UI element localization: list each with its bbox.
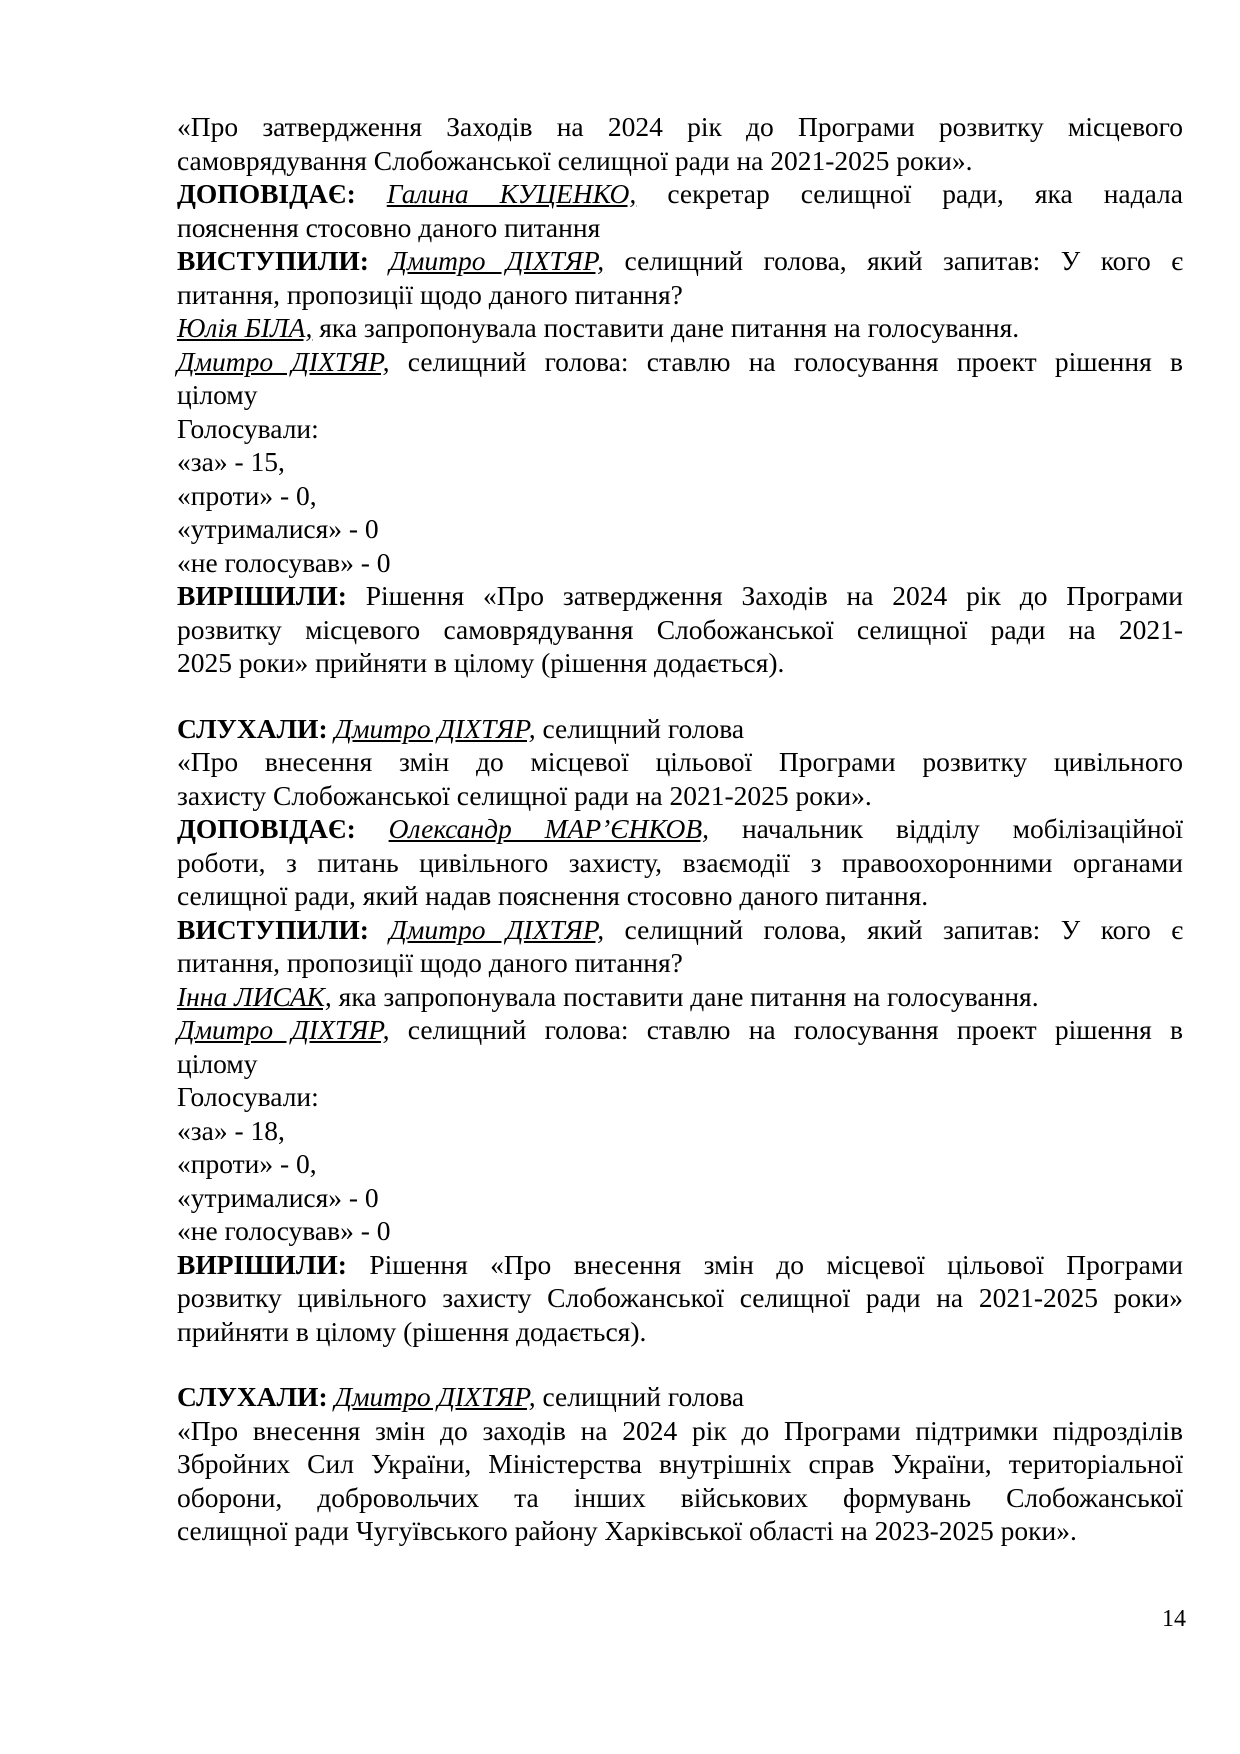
heard-line — [177, 1380, 1183, 1414]
decision-text-cont: 2025 роки» прийняти в цілому (рішення додається). — [177, 647, 785, 678]
paragraph-gap — [177, 680, 1183, 712]
reporter-line — [177, 177, 1183, 211]
decision-label: ВИРІШИЛИ: — [177, 1248, 347, 1280]
speaker-name: Дмитро ДІХТЯР, — [389, 245, 605, 276]
speaker-text-cont: питання, пропозиції щодо даного питання? — [177, 278, 683, 310]
document-page — [177, 110, 1183, 1548]
decision-text: Рішення «Про внесення змін до місцевої цільової Програми — [369, 1248, 1183, 1280]
speaker-text: селищний голова, який запитав: У кого є — [624, 245, 1183, 276]
vote-not-voted: «не голосував» - 0 — [177, 546, 391, 578]
vote-abstained: «утрималися» - 0 — [177, 1181, 379, 1213]
chair-line — [177, 1013, 1183, 1047]
item-title-line: захисту Слобожанської селищної ради на 2021-2025 роки». — [177, 779, 872, 811]
reporter-label: ДОПОВІДАЄ: — [177, 813, 356, 844]
vote-for: «за» - 15, — [177, 446, 285, 477]
voting-heading: Голосували: — [177, 1081, 319, 1112]
reporter-text-cont: селищної ради, який надав пояснення стосовно даного питання. — [177, 880, 929, 911]
reporter-line — [177, 812, 1183, 846]
proposer-text: яка запропонувала поставити дане питання на голосування. — [338, 980, 1039, 1012]
vote-for: «за» - 18, — [177, 1114, 285, 1146]
heard-name: Дмитро ДІХТЯР, — [334, 712, 536, 744]
heard-label: СЛУХАЛИ: — [177, 1381, 328, 1412]
voting-heading: Голосували: — [177, 412, 319, 444]
reporter-text: секретар селищної ради, яка надала — [667, 178, 1183, 209]
heard-text: селищний голова — [542, 712, 745, 744]
reporter-name: Галина КУЦЕНКО, — [386, 178, 637, 209]
item-title-line: Збройних Сил України, Міністерства внутрішніх справ України, територіальної — [177, 1448, 1183, 1479]
proposer-text: яка запропонувала поставити дане питання на голосування. — [319, 312, 1020, 343]
decision-line — [177, 1248, 1183, 1282]
chair-text-cont: цілому — [177, 379, 258, 410]
chair-line — [177, 345, 1183, 379]
chair-text-cont: цілому — [177, 1047, 258, 1079]
agenda-item-2 — [177, 712, 1183, 1349]
speakers-line — [177, 244, 1183, 278]
item-title-line: «Про затвердження Заходів на 2024 рік до Програми розвитку місцевого — [177, 111, 1183, 142]
reporter-text-cont: пояснення стосовно даного питання — [177, 211, 601, 243]
page-number: 14 — [1162, 1606, 1186, 1632]
speakers-line — [177, 913, 1183, 947]
agenda-item-3 — [177, 1380, 1183, 1548]
speaker-name: Дмитро ДІХТЯР, — [389, 913, 605, 945]
decision-text-cont: розвитку місцевого самоврядування Слобожанської селищної ради на 2021- — [177, 613, 1183, 645]
chair-text: селищний голова: ставлю на голосування проект рішення в — [407, 345, 1183, 377]
speakers-label: ВИСТУПИЛИ: — [177, 245, 369, 276]
decision-label: ВИРІШИЛИ: — [177, 580, 347, 611]
speakers-label: ВИСТУПИЛИ: — [177, 913, 369, 945]
chair-text: селищний голова: ставлю на голосування проект рішення в — [407, 1014, 1183, 1045]
agenda-item-1 — [177, 110, 1183, 680]
decision-line — [177, 579, 1183, 613]
proposer-name: Інна ЛИСАК, — [177, 980, 332, 1012]
heard-text: селищний голова — [542, 1381, 745, 1412]
item-title-line: «Про внесення змін до заходів на 2024 рік до Програми підтримки підрозділів — [177, 1414, 1183, 1446]
item-title-line: самоврядування Слобожанської селищної ради на 2021-2025 роки». — [177, 144, 973, 176]
heard-line — [177, 712, 1183, 746]
chair-name: Дмитро ДІХТЯР, — [177, 345, 390, 377]
item-title-line: оборони, добровольчих та інших військових формувань Слобожанської — [177, 1481, 1183, 1513]
item-title-line: селищної ради Чугуївського району Харківської області на 2023-2025 роки». — [177, 1515, 1077, 1546]
paragraph-gap — [177, 1348, 1183, 1380]
reporter-name: Олександр МАР’ЄНКОВ, — [388, 813, 710, 844]
item-title-line: «Про внесення змін до місцевої цільової Програми розвитку цивільного — [177, 746, 1183, 777]
vote-against: «проти» - 0, — [177, 1148, 317, 1179]
proposer-line — [177, 311, 1183, 345]
speaker-text-cont: питання, пропозиції щодо даного питання? — [177, 947, 683, 978]
vote-not-voted: «не голосував» - 0 — [177, 1215, 391, 1246]
decision-text-cont: розвитку цивільного захисту Слобожанської селищної ради на 2021-2025 роки» — [177, 1282, 1183, 1313]
heard-label: СЛУХАЛИ: — [177, 712, 328, 744]
decision-text-cont: прийняти в цілому (рішення додається). — [177, 1315, 647, 1347]
reporter-text: начальник відділу мобілізаційної — [741, 813, 1183, 844]
decision-text: Рішення «Про затвердження Заходів на 2024 рік до Програми — [365, 580, 1184, 611]
proposer-name: Юлія БІЛА, — [177, 312, 313, 343]
chair-name: Дмитро ДІХТЯР, — [177, 1014, 390, 1045]
vote-against: «проти» - 0, — [177, 479, 317, 511]
speaker-text: селищний голова, який запитав: У кого є — [624, 913, 1183, 945]
proposer-line — [177, 980, 1183, 1014]
vote-abstained: «утрималися» - 0 — [177, 513, 379, 544]
reporter-text-cont: роботи, з питань цивільного захисту, взаємодії з правоохоронними органами — [177, 846, 1183, 878]
heard-name: Дмитро ДІХТЯР, — [334, 1381, 536, 1412]
reporter-label: ДОПОВІДАЄ: — [177, 178, 356, 209]
